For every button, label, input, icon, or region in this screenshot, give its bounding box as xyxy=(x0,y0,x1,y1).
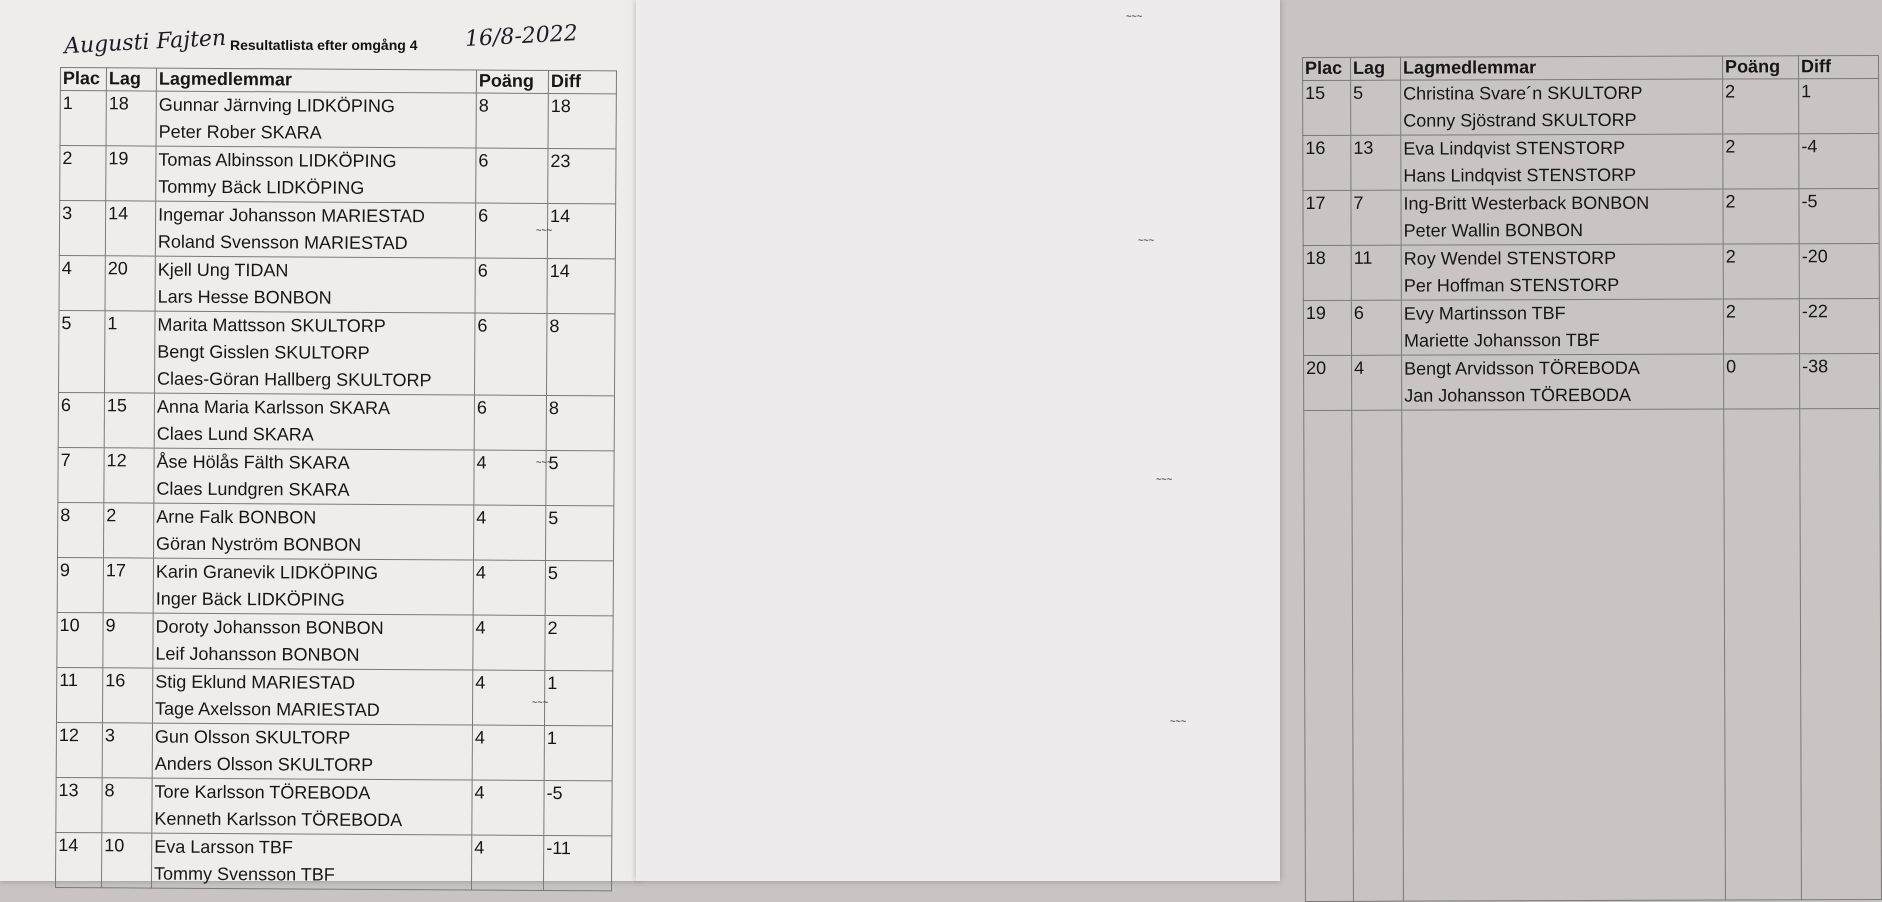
empty-cell xyxy=(1800,408,1882,899)
diff-cell: 8 xyxy=(547,313,615,395)
member-name: Stig Eklund MARIESTAD xyxy=(155,671,356,693)
pencil-mark: ~~~ xyxy=(1138,236,1155,246)
plac-cell: 9 xyxy=(57,557,103,612)
members-cell xyxy=(1401,244,1723,300)
poang-cell: 6 xyxy=(474,395,546,450)
lag-cell: 13 xyxy=(1351,135,1401,190)
plac-cell: 13 xyxy=(56,777,102,832)
members-cell xyxy=(154,448,474,505)
pencil-mark: ~~~ xyxy=(536,226,553,236)
member-name: Gun Olsson SKULTORP xyxy=(154,726,351,748)
diff-cell: 1 xyxy=(544,670,612,725)
table-body-right xyxy=(1303,78,1882,901)
member-name: Ing-Britt Westerback BONBON xyxy=(1403,192,1650,214)
diff-cell: -4 xyxy=(1799,133,1879,188)
header-lag: Lag xyxy=(1351,57,1401,80)
header-lagmedlemmar: Lagmedlemmar xyxy=(156,68,476,93)
table-row xyxy=(56,722,612,780)
table-row xyxy=(60,146,616,204)
results-sheet-right xyxy=(636,0,1832,881)
poang-cell: 6 xyxy=(475,258,547,313)
poang-cell: 4 xyxy=(474,450,546,505)
poang-cell: 6 xyxy=(475,203,547,258)
plac-cell: 2 xyxy=(60,146,106,201)
members-cell xyxy=(1402,354,1724,410)
results-table-left xyxy=(55,67,617,891)
plac-cell: 14 xyxy=(55,832,101,887)
table-row xyxy=(57,557,613,615)
member-name: Bengt Arvidsson TÖREBODA xyxy=(1404,357,1640,379)
plac-cell: 11 xyxy=(56,667,102,722)
plac-cell: 18 xyxy=(1303,245,1351,300)
poang-cell: 2 xyxy=(1723,189,1799,244)
lag-cell: 17 xyxy=(103,558,153,613)
member-name: Tomas Albinsson LIDKÖPING xyxy=(158,149,397,172)
members-cell xyxy=(152,668,472,725)
empty-cell xyxy=(1402,409,1726,901)
lag-cell: 12 xyxy=(104,448,154,503)
poang-cell: 6 xyxy=(476,148,548,203)
member-name: Roy Wendel STENSTORP xyxy=(1403,247,1617,269)
pencil-mark: ~~~ xyxy=(1170,717,1187,727)
header-poang: Poäng xyxy=(1722,56,1798,79)
diff-cell: 14 xyxy=(547,258,615,313)
member-name: Tommy Svensson TBF xyxy=(154,863,335,885)
member-name: Leif Johansson BONBON xyxy=(155,643,360,665)
poang-cell: 2 xyxy=(1723,79,1799,134)
member-name: Christina Svare´n SKULTORP xyxy=(1403,82,1643,104)
table-row xyxy=(58,502,614,560)
diff-cell: 18 xyxy=(548,93,616,148)
member-name: Tage Axelsson MARIESTAD xyxy=(155,698,380,720)
member-name: Lars Hesse BONBON xyxy=(157,286,332,308)
diff-cell: 8 xyxy=(546,395,614,450)
member-name: Arne Falk BONBON xyxy=(156,506,317,528)
poang-cell: 4 xyxy=(473,560,545,615)
header-lagmedlemmar: Lagmedlemmar xyxy=(1401,56,1723,80)
lag-cell: 1 xyxy=(105,311,155,393)
pencil-mark: ~~~ xyxy=(532,698,549,708)
table-row xyxy=(60,91,616,149)
member-name: Per Hoffman STENSTORP xyxy=(1403,274,1620,296)
member-name: Tommy Bäck LIDKÖPING xyxy=(158,176,365,198)
page-title: Resultatlista efter omgång 4 xyxy=(230,37,418,53)
members-cell xyxy=(153,558,473,615)
handwritten-title: Augusti Fajten xyxy=(63,25,227,60)
members-cell xyxy=(153,613,473,670)
poang-cell: 2 xyxy=(1723,299,1799,354)
lag-cell: 7 xyxy=(1351,190,1401,245)
members-cell xyxy=(1401,189,1723,245)
lag-cell: 6 xyxy=(1351,300,1401,355)
member-name: Claes Lund SKARA xyxy=(156,423,314,445)
member-name: Inger Bäck LIDKÖPING xyxy=(155,588,345,610)
members-cell xyxy=(155,201,475,258)
members-cell xyxy=(1401,79,1723,135)
plac-cell: 15 xyxy=(1303,80,1351,135)
members-cell xyxy=(155,311,475,395)
table-row xyxy=(55,832,611,890)
table-row xyxy=(56,777,612,835)
lag-cell: 15 xyxy=(104,393,154,448)
header-plac: Plac xyxy=(60,68,106,91)
empty-cell xyxy=(1352,410,1404,901)
member-name: Eva Lindqvist STENSTORP xyxy=(1403,137,1626,159)
member-name: Anna Maria Karlsson SKARA xyxy=(156,396,391,419)
table-row xyxy=(58,392,614,450)
lag-cell: 2 xyxy=(104,503,154,558)
plac-cell: 1 xyxy=(60,91,106,146)
members-cell xyxy=(152,778,472,835)
header-diff: Diff xyxy=(548,70,616,93)
member-name: Evy Martinsson TBF xyxy=(1403,303,1566,324)
member-name: Doroty Johansson BONBON xyxy=(155,616,384,638)
table-row xyxy=(1304,353,1880,410)
lag-cell: 18 xyxy=(106,91,156,146)
plac-cell: 17 xyxy=(1303,190,1351,245)
table-row xyxy=(1303,78,1879,135)
member-name: Claes-Göran Hallberg SKULTORP xyxy=(157,368,432,391)
table-row xyxy=(1303,133,1879,190)
poang-cell: 0 xyxy=(1724,354,1800,409)
results-table-right xyxy=(1302,55,1882,902)
table-row xyxy=(59,310,615,395)
members-cell xyxy=(154,393,474,450)
poang-cell: 4 xyxy=(473,505,545,560)
poang-cell: 6 xyxy=(475,313,547,395)
table-row xyxy=(58,447,614,505)
diff-cell: -22 xyxy=(1799,298,1879,353)
poang-cell: 2 xyxy=(1723,134,1799,189)
diff-cell: -20 xyxy=(1799,243,1879,298)
plac-cell: 6 xyxy=(58,392,104,447)
diff-cell: 14 xyxy=(547,203,615,258)
table-header-row xyxy=(60,68,616,94)
plac-cell: 19 xyxy=(1303,300,1351,355)
member-name: Kenneth Karlsson TÖREBODA xyxy=(154,808,403,831)
empty-cell xyxy=(1304,410,1354,901)
diff-cell: -5 xyxy=(1799,188,1879,243)
plac-cell: 16 xyxy=(1303,135,1351,190)
diff-cell: 5 xyxy=(545,505,613,560)
lag-cell: 9 xyxy=(103,613,153,668)
table-header-row xyxy=(1303,55,1879,80)
member-name: Conny Sjöstrand SKULTORP xyxy=(1403,109,1637,131)
members-cell xyxy=(154,503,474,560)
member-name: Tore Karlsson TÖREBODA xyxy=(154,781,371,803)
header-diff: Diff xyxy=(1798,55,1878,78)
member-name: Göran Nyström BONBON xyxy=(156,533,362,555)
poang-cell: 4 xyxy=(471,835,543,890)
member-name: Roland Svensson MARIESTAD xyxy=(157,231,408,254)
pencil-mark: ~~~ xyxy=(536,458,553,468)
diff-cell: 23 xyxy=(548,148,616,203)
plac-cell: 20 xyxy=(1304,355,1352,410)
diff-cell: -38 xyxy=(1800,353,1880,408)
member-name: Peter Rober SKARA xyxy=(158,121,322,143)
members-cell xyxy=(151,833,471,890)
member-name: Eva Larsson TBF xyxy=(154,836,294,858)
poang-cell: 2 xyxy=(1723,244,1799,299)
plac-cell: 8 xyxy=(58,502,104,557)
member-name: Jan Johansson TÖREBODA xyxy=(1404,384,1631,406)
lag-cell: 4 xyxy=(1352,355,1402,410)
member-name: Marita Mattsson SKULTORP xyxy=(157,314,386,336)
poang-cell: 4 xyxy=(472,725,544,780)
header-poang: Poäng xyxy=(476,70,548,93)
table-row xyxy=(1303,298,1879,355)
lag-cell: 8 xyxy=(102,778,152,833)
pencil-mark: ~~~ xyxy=(1126,12,1143,22)
table-row xyxy=(1303,188,1879,245)
table-row xyxy=(59,255,615,313)
member-name: Peter Wallin BONBON xyxy=(1403,220,1584,241)
plac-cell: 12 xyxy=(56,722,102,777)
lag-cell: 19 xyxy=(106,146,156,201)
diff-cell: 2 xyxy=(545,615,613,670)
member-name: Mariette Johansson TBF xyxy=(1403,329,1600,351)
lag-cell: 10 xyxy=(101,833,151,888)
diff-cell: 1 xyxy=(544,725,612,780)
diff-cell: -11 xyxy=(543,835,611,890)
empty-row xyxy=(1304,408,1882,901)
member-name: Karin Granevik LIDKÖPING xyxy=(155,561,379,583)
lag-cell: 20 xyxy=(105,256,155,311)
member-name: Bengt Gisslen SKULTORP xyxy=(157,341,370,363)
member-name: Hans Lindqvist STENSTORP xyxy=(1403,164,1637,186)
poang-cell: 4 xyxy=(472,670,544,725)
member-name: Kjell Ung TIDAN xyxy=(157,259,289,281)
members-cell xyxy=(1401,299,1723,355)
members-cell xyxy=(152,723,472,780)
member-name: Ingemar Johansson MARIESTAD xyxy=(158,204,425,227)
table-body-left xyxy=(55,91,616,891)
plac-cell: 10 xyxy=(57,612,103,667)
members-cell xyxy=(1401,134,1723,190)
header-plac: Plac xyxy=(1303,57,1351,80)
table-row xyxy=(56,667,612,725)
member-name: Gunnar Järnving LIDKÖPING xyxy=(158,94,395,117)
lag-cell: 14 xyxy=(105,201,155,256)
poang-cell: 8 xyxy=(476,93,548,148)
poang-cell: 4 xyxy=(473,615,545,670)
poang-cell: 4 xyxy=(472,780,544,835)
members-cell xyxy=(155,256,475,313)
diff-cell: 5 xyxy=(545,560,613,615)
diff-cell: 5 xyxy=(546,450,614,505)
lag-cell: 3 xyxy=(102,723,152,778)
empty-cell xyxy=(1724,409,1802,900)
plac-cell: 3 xyxy=(59,201,105,256)
table-row xyxy=(59,201,615,259)
plac-cell: 5 xyxy=(59,310,106,392)
lag-cell: 11 xyxy=(1351,245,1401,300)
members-cell xyxy=(156,91,476,148)
table-row xyxy=(1303,243,1879,300)
lag-cell: 5 xyxy=(1351,80,1401,135)
results-sheet-left xyxy=(0,0,640,885)
member-name: Claes Lundgren SKARA xyxy=(156,478,350,500)
header-lag: Lag xyxy=(106,68,156,91)
member-name: Anders Olsson SKULTORP xyxy=(154,753,374,775)
members-cell xyxy=(156,146,476,203)
pencil-mark: ~~~ xyxy=(1156,475,1173,485)
lag-cell: 16 xyxy=(102,668,152,723)
table-row xyxy=(57,612,613,670)
member-name: Åse Hölås Fälth SKARA xyxy=(156,451,350,473)
plac-cell: 4 xyxy=(59,255,105,310)
diff-cell: -5 xyxy=(544,780,612,835)
diff-cell: 1 xyxy=(1799,78,1879,133)
handwritten-date: 16/8-2022 xyxy=(464,21,579,52)
plac-cell: 7 xyxy=(58,447,104,502)
